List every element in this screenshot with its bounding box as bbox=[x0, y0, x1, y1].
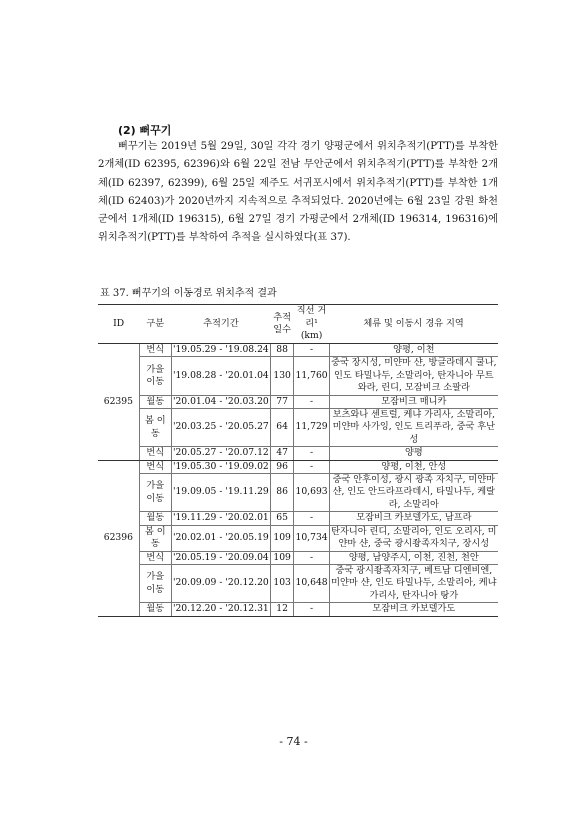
cell-period: '20.12.20 - '20.12.31 bbox=[172, 603, 269, 615]
cell-days: 96 bbox=[270, 460, 294, 473]
table-row bbox=[98, 512, 498, 525]
table-row bbox=[98, 474, 498, 512]
cell-period: '19.09.05 - '19.11.29 bbox=[171, 474, 270, 512]
header-distance: 직선 거리¹ (km) bbox=[294, 305, 329, 344]
cell-days: 64 bbox=[270, 409, 294, 447]
cell-distance: 10,648 bbox=[294, 564, 329, 602]
cell-type: 번식 bbox=[139, 551, 171, 564]
cell-distance: - bbox=[294, 460, 329, 473]
cell-type: 가을 이동 bbox=[139, 357, 171, 395]
table-caption: 표 37. 뻐꾸기의 이동경로 위치추적 결과 bbox=[100, 288, 277, 299]
cell-id: 62395 bbox=[98, 344, 139, 461]
cell-area: 탄자니아 린디, 소말리아, 인도 오리사, 미얀마 샨, 중국 광시좡족자치구, 장시성 bbox=[331, 525, 497, 550]
table-row bbox=[98, 357, 498, 395]
cell-days: 109 bbox=[270, 551, 294, 564]
table-row bbox=[98, 409, 498, 447]
cell-area: 중국 장시성, 미얀마 샨, 방글라데시 쿨나, 인도 타밀나두, 소말리아, 탄자니아 무트와라, 린디, 모잠비크 소팔라 bbox=[331, 357, 497, 394]
cell-distance: - bbox=[294, 512, 329, 525]
header-id: ID bbox=[98, 305, 139, 344]
cell-distance: 10,734 bbox=[294, 525, 329, 551]
cell-days: 65 bbox=[270, 512, 294, 525]
cell-distance: 11,729 bbox=[294, 409, 329, 447]
cell-type: 번식 bbox=[139, 344, 171, 357]
header-days: 추적 일수 bbox=[270, 305, 294, 344]
cell-area: 모잠비크 카보델가도 bbox=[329, 603, 498, 616]
cell-period: '20.05.27 - '20.07.12 bbox=[172, 447, 269, 459]
table-row bbox=[98, 564, 498, 602]
header-period: 추적기간 bbox=[171, 305, 270, 344]
cell-days: 77 bbox=[270, 395, 294, 408]
table-row bbox=[98, 447, 498, 460]
table-body bbox=[98, 344, 498, 617]
cell-days: 12 bbox=[270, 603, 294, 616]
cell-period: '19.05.30 - '19.09.02 bbox=[172, 460, 269, 472]
cell-distance: - bbox=[294, 603, 329, 616]
section-heading: (2) 뻐꾸기 bbox=[118, 124, 172, 137]
header-area: 체류 및 이동시 경유 지역 bbox=[329, 305, 498, 344]
cell-days: 130 bbox=[270, 357, 294, 395]
cell-distance: 10,693 bbox=[294, 474, 329, 512]
cell-distance: - bbox=[294, 551, 329, 564]
cell-type: 가을 이동 bbox=[139, 564, 171, 602]
cell-type: 번식 bbox=[139, 460, 171, 473]
cell-period: '19.08.28 - '20.01.04 bbox=[171, 357, 270, 395]
cell-area: 중국 광시좡족자치구, 베트남 디엔비엔, 미얀마 샨, 인도 타밀나두, 소말리아, 케냐 가리사, 탄자니아 탕가 bbox=[331, 564, 497, 601]
cell-period: '19.05.29 - '19.08.24 bbox=[172, 344, 269, 355]
cell-distance: - bbox=[294, 344, 329, 357]
cell-days: 47 bbox=[270, 447, 294, 460]
table-row bbox=[98, 344, 498, 357]
cell-distance: 11,760 bbox=[294, 357, 329, 395]
cell-period: '20.09.09 - '20.12.20 bbox=[171, 564, 270, 602]
cell-type: 봄 이동 bbox=[139, 409, 171, 447]
table-row bbox=[98, 603, 498, 616]
cell-area: 보츠와나 센트럴, 케냐 가리사, 소말리아, 미얀마 사가잉, 인도 트리푸라, 중국 후난성 bbox=[329, 409, 498, 447]
cell-area: 양평, 이천 bbox=[329, 344, 498, 357]
cell-type: 월동 bbox=[139, 603, 171, 616]
cell-area: 양평, 남양주시, 이천, 진천, 천안 bbox=[329, 551, 498, 564]
cell-period: '20.03.25 - '20.05.27 bbox=[171, 409, 270, 447]
table-row bbox=[98, 460, 498, 473]
cell-type: 가을 이동 bbox=[139, 474, 171, 512]
cell-period: '20.02.01 - '20.05.19 bbox=[171, 525, 270, 551]
table-row bbox=[98, 551, 498, 564]
cell-period: '19.11.29 - '20.02.01 bbox=[172, 512, 269, 524]
cell-id: 62396 bbox=[98, 460, 139, 616]
cell-days: 103 bbox=[270, 564, 294, 602]
body-text bbox=[98, 138, 498, 248]
cell-distance: - bbox=[294, 395, 329, 408]
cell-period: '20.05.19 - '20.09.04 bbox=[172, 551, 269, 563]
page-number: - 74 - bbox=[279, 735, 308, 748]
cell-area: 양평 bbox=[329, 447, 498, 460]
cell-period: '20.01.04 - '20.03.20 bbox=[172, 395, 269, 407]
header-type: 구분 bbox=[139, 305, 171, 344]
cell-days: 109 bbox=[270, 525, 294, 551]
table-header-row bbox=[98, 305, 498, 344]
cell-type: 월동 bbox=[139, 395, 171, 408]
cell-type: 봄 이동 bbox=[139, 525, 171, 551]
cell-area: 중국 안후이성, 광시 광족 자치구, 미얀마 샨, 인도 안드라프라데시, 타밀나두, 케랄라, 소말리아 bbox=[329, 474, 498, 512]
cell-type: 번식 bbox=[139, 447, 171, 460]
cell-area: 모잠비크 매니카 bbox=[329, 395, 498, 408]
cell-area: 양평, 이천, 안성 bbox=[329, 460, 498, 473]
cell-type: 월동 bbox=[139, 512, 171, 525]
cell-distance: - bbox=[294, 447, 329, 460]
cell-days: 88 bbox=[270, 344, 294, 357]
paragraph: 뻐꾸기는 2019년 5월 29일, 30일 각각 경기 양평군에서 위치추적기(PTT)를 부착한 2개체(ID 62395, 62396)와 6월 22일 전남 무안군에서 위치추적기(PTT)를 부착한 2개체(ID 62397, 62399), 6월 25일 제주도 서귀포시에서 위치추적기(PTT)를 부착한 1개체(ID 62403)가 2020년까지 지속적으로 추적되었다. 2020년에는 6월 23일 강원 화천군에서 1개체(ID 196315), 6월 27일 경기 가평군에서 2개체(ID 196314, 196316)에 위치추적기(PTT)를 부착하여 추적을 실시하였다(표 37). bbox=[98, 141, 498, 244]
table-row bbox=[98, 525, 498, 551]
tracking-table bbox=[98, 304, 498, 617]
table-row bbox=[98, 395, 498, 408]
cell-area: 모잠비크 카보델가도, 남프라 bbox=[329, 512, 498, 525]
cell-days: 86 bbox=[270, 474, 294, 512]
